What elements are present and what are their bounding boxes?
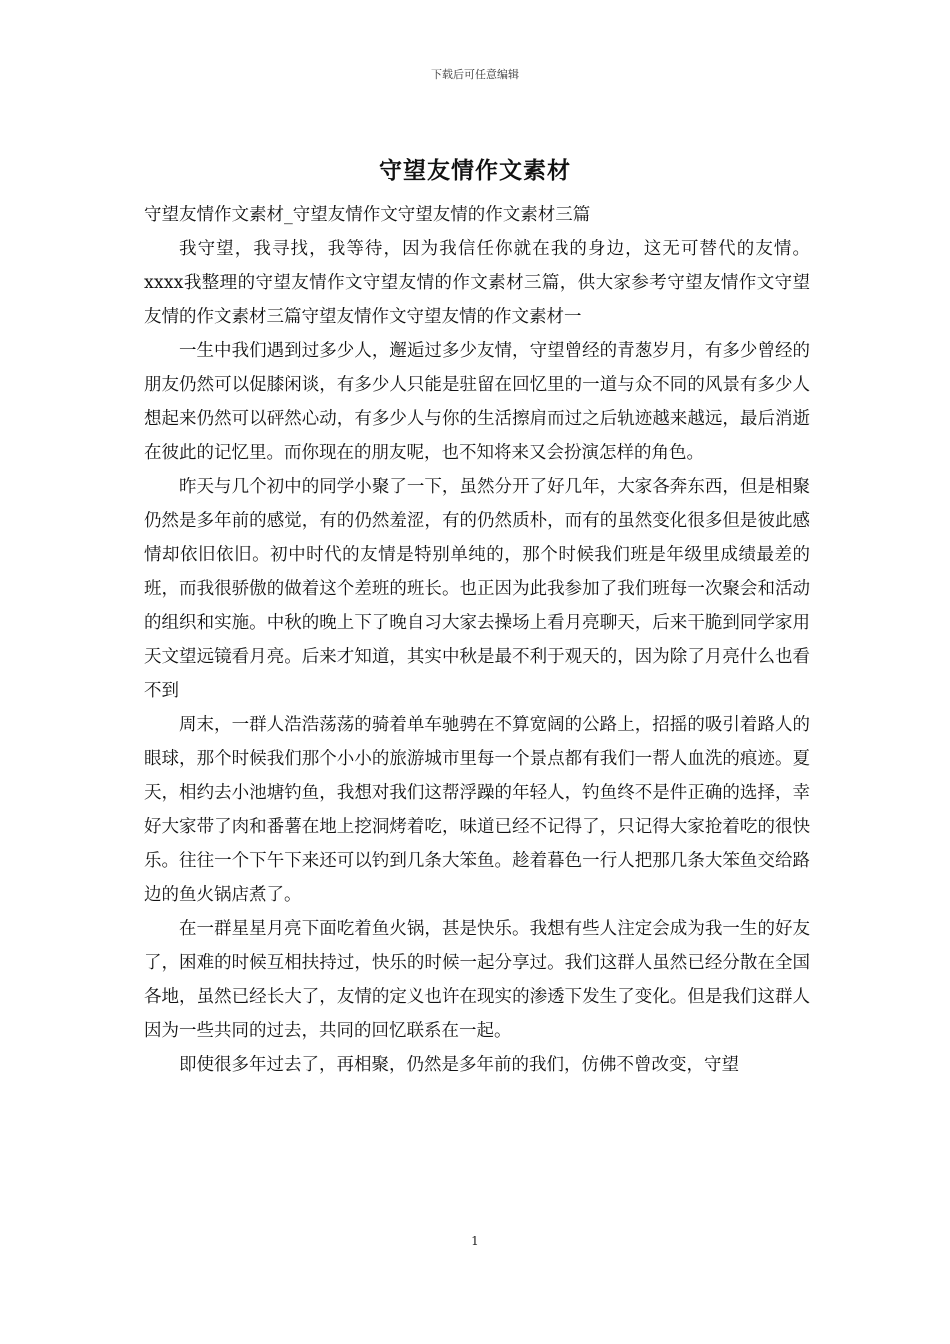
header-note: 下载后可任意编辑 xyxy=(431,68,519,81)
paragraph: 即使很多年过去了，再相聚，仍然是多年前的我们，仿佛不曾改变，守望 xyxy=(179,1055,739,1075)
document-body xyxy=(144,198,810,1082)
paragraph: 周末，一群人浩浩荡荡的骑着单车驰骋在不算宽阔的公路上，招摇的吸引着路人的眼球，那个时候我们那个小小的旅游城市里每一个景点都有我们一帮人血洗的痕迹。夏天，相约去小池塘钓鱼，我想对我们这帮浮躁的年轻人，钓鱼终不是件正确的选择，幸好大家带了肉和番薯在地上挖洞烤着吃，味道已经不记得了，只记得大家抢着吃的很快乐。往往一个下午下来还可以钓到几条大笨鱼。趁着暮色一行人把那几条大笨鱼交给路边的鱼火锅店煮了。 xyxy=(144,715,810,905)
subtitle-line: 守望友情作文素材_守望友情作文守望友情的作文素材三篇 xyxy=(144,205,591,225)
paragraph: 我守望，我寻找，我等待，因为我信任你就在我的身边，这无可替代的友情。xxxx我整理的守望友情作文守望友情的作文素材三篇，供大家参考守望友情作文守望友情的作文素材三篇守望友情作文守望友情的作文素材一 xyxy=(144,239,810,327)
paragraph: 在一群星星月亮下面吃着鱼火锅，甚是快乐。我想有些人注定会成为我一生的好友了，困难的时候互相扶持过，快乐的时候一起分享过。我们这群人虽然已经分散在全国各地，虽然已经长大了，友情的定义也许在现实的渗透下发生了变化。但是我们这群人因为一些共同的过去，共同的回忆联系在一起。 xyxy=(144,919,810,1041)
paragraph: 一生中我们遇到过多少人，邂逅过多少友情，守望曾经的青葱岁月，有多少曾经的朋友仍然可以促膝闲谈，有多少人只能是驻留在回忆里的一道与众不同的风景有多少人想起来仍然可以砰然心动，有多少人与你的生活擦肩而过之后轨迹越来越远，最后消逝在彼此的记忆里。而你现在的朋友呢，也不知将来又会扮演怎样的角色。 xyxy=(144,341,810,463)
page-number: 1 xyxy=(471,1234,479,1248)
document-title: 守望友情作文素材 xyxy=(379,157,571,184)
paragraph: 昨天与几个初中的同学小聚了一下，虽然分开了好几年，大家各奔东西，但是相聚仍然是多年前的感觉，有的仍然羞涩，有的仍然质朴，而有的虽然变化很多但是彼此感情却依旧依旧。初中时代的友情是特别单纯的，那个时候我们班是年级里成绩最差的班，而我很骄傲的做着这个差班的班长。也正因为此我参加了我们班每一次聚会和活动的组织和实施。中秋的晚上下了晚自习大家去操场上看月亮聊天，后来干脆到同学家用天文望远镜看月亮。后来才知道，其实中秋是最不利于观天的，因为除了月亮什么也看不到 xyxy=(144,477,810,701)
